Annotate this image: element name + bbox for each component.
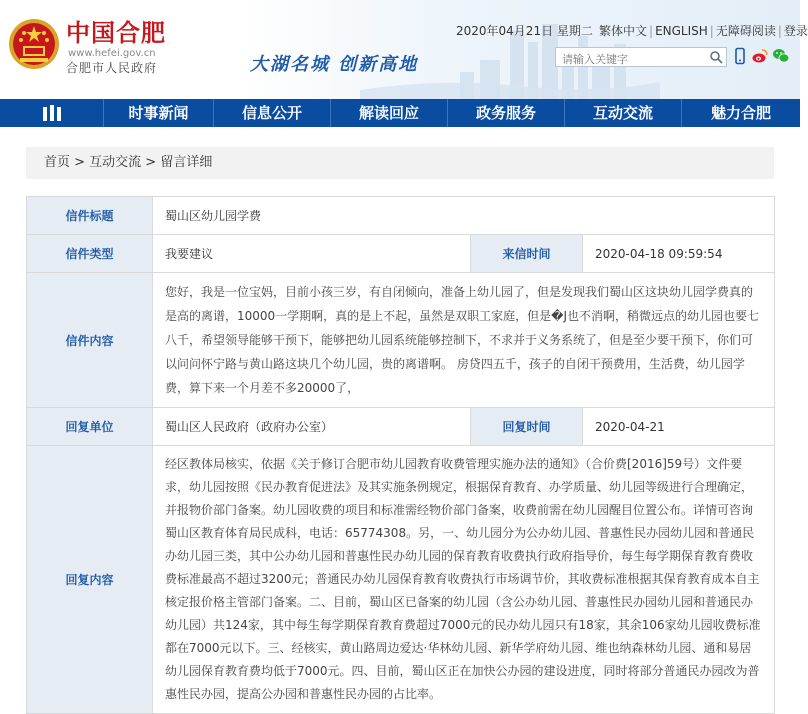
national-emblem-logo[interactable] xyxy=(8,18,60,70)
weibo-icon[interactable] xyxy=(751,47,769,65)
date-label: 来信时间 xyxy=(471,235,583,273)
slogan: 大湖名城 创新高地 xyxy=(250,54,419,75)
table-row xyxy=(27,273,775,408)
divider: | xyxy=(709,24,714,38)
reply-unit-label: 回复单位 xyxy=(27,408,153,446)
main-nav xyxy=(0,99,800,127)
link-traditional-chinese[interactable]: 繁体中文 xyxy=(599,24,648,38)
type-label: 信件类型 xyxy=(27,235,153,273)
reply-content: 经区教体局核实，依据《关于修订合肥市幼儿园教育收费管理实施办法的通知》（合价费[2016]59号）文件要求，幼儿园按照《民办教育促进法》及其实施条例规定，根据保育教育、办学质量、幼儿园等级进行合理确定，并报物价部门备案。幼儿园收费的项目和标准需经物价部门备案，收费前需在幼儿园醒目位置公布。详情可咨询蜀山区教育体育局民成科，电话：65774308。另，一、幼儿园分为公办幼儿园、普惠性民办园幼儿园和普通民办幼儿园三类，其中公办幼儿园和普惠性民办幼儿园的保育教育收费执行政府指导价，每生每学期保育教育费收费标准最高不超过3200元；普通民办幼儿园保育教育收费执行市场调节价，其收费标准根据其保育教育成本自主核定报价格主管部门备案。二、目前，蜀山区已备案的幼儿园（含公办幼儿园、普惠性民办园幼儿园和普通民办幼儿园）共124家，其中每生每学期保育教育费超过7000元的民办幼儿园只有18家，其余106家幼儿园收费标准都在7000元以下。三、经核实，黄山路周边爱达·华林幼儿园、新华学府幼儿园、维也纳森林幼儿园、通和易居幼儿园保育教育费均低于7000元。四、目前，蜀山区正在加快公办园的建设进度，同时将部分普通民办园改为普惠性民办园，提高公办园和普惠性民办园的占比率。 xyxy=(153,446,775,714)
nav-item-news[interactable]: 时事新闻 xyxy=(104,99,214,127)
nav-home[interactable] xyxy=(0,99,104,127)
reply-date: 2020-04-21 xyxy=(583,408,775,446)
letter-type: 我要建议 xyxy=(153,235,471,273)
nav-item-gov-services[interactable]: 政务服务 xyxy=(448,99,565,127)
search-icon[interactable] xyxy=(709,50,723,64)
site-name[interactable]: 中国合肥 xyxy=(66,19,166,47)
table-row xyxy=(27,408,775,446)
nav-item-info-disclosure[interactable]: 信息公开 xyxy=(214,99,331,127)
site-header xyxy=(0,0,808,99)
reply-date-label: 回复时间 xyxy=(471,408,583,446)
reply-content-label: 回复内容 xyxy=(27,446,153,714)
search-box xyxy=(555,47,727,67)
nav-item-charm-hefei[interactable]: 魅力合肥 xyxy=(710,104,771,122)
letter-date: 2020-04-18 09:59:54 xyxy=(583,235,775,273)
title-label: 信件标题 xyxy=(27,197,153,235)
letter-detail-table xyxy=(26,196,775,714)
table-row xyxy=(27,446,775,714)
nav-item-interaction[interactable]: 互动交流 xyxy=(565,99,682,127)
link-english[interactable]: ENGLISH xyxy=(655,24,708,38)
phone-icon[interactable] xyxy=(731,47,749,65)
wechat-icon[interactable] xyxy=(772,47,790,65)
letter-content: 您好，我是一位宝妈，目前小孩三岁，有自闭倾向，准备上幼儿园了，但是发现我们蜀山区这块幼儿园学费真的是高的离谱，10000一学期啊，真的是上不起，虽然是双职工家庭，但是�J也不消啊，稍微远点的幼儿园也要七八千，希望领导能够干预下，能够把幼儿园系统能够控制下，不求并于义务系统了，但是至少要干预下，你们可以问问怀宁路与黄山路这块几个幼儿园，贵的离谱啊。 房贷四五千，孩子的自闭干预费用，生活费，幼儿园学费，算下来一个月差不多20000了， xyxy=(153,273,775,408)
link-login[interactable]: 登录 xyxy=(783,24,808,38)
home-icon xyxy=(41,104,63,122)
link-accessible-reading[interactable]: 无障碍阅读 xyxy=(715,24,776,38)
current-date: 2020年04月21日 星期二 xyxy=(456,24,593,38)
table-row xyxy=(27,235,775,273)
site-url: www.hefei.gov.cn xyxy=(68,48,156,59)
search-input[interactable] xyxy=(556,51,704,69)
divider: | xyxy=(649,24,654,38)
nav-item-interpretation[interactable]: 解读回应 xyxy=(331,99,448,127)
content-label: 信件内容 xyxy=(27,273,153,408)
table-row xyxy=(27,197,775,235)
top-links xyxy=(599,24,808,38)
divider: | xyxy=(777,24,782,38)
letter-title: 蜀山区幼儿园学费 xyxy=(153,197,775,235)
breadcrumb[interactable]: 首页 > 互动交流 > 留言详细 xyxy=(26,147,774,179)
site-subtitle: 合肥市人民政府 xyxy=(66,61,158,75)
reply-unit: 蜀山区人民政府（政府办公室） xyxy=(153,408,471,446)
